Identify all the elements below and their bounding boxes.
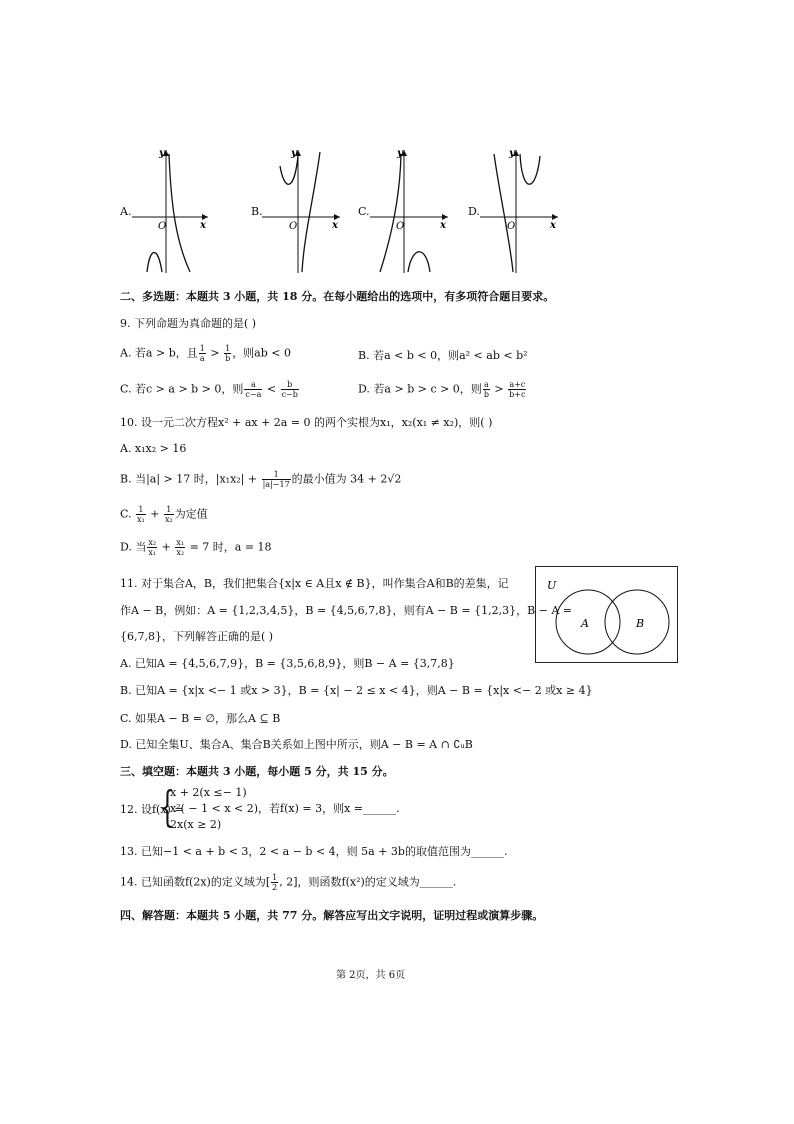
- svg-text:x: x: [332, 220, 338, 231]
- q10-d-frac2: $\frac{\text{x₁}}{\text{x₂}}$: [176, 538, 185, 557]
- svg-text:O: O: [158, 221, 167, 232]
- q10-option-a: A. x₁x₂ > 16: [120, 442, 187, 455]
- svg-text:O: O: [507, 221, 516, 232]
- q12-prefix: 12. 设f(x) =: [120, 803, 184, 816]
- venn-a-label: A: [581, 617, 589, 630]
- section3-heading: 三、填空题：本题共 3 小题，每小题 5 分，共 15 分。: [120, 765, 394, 778]
- svg-text:x: x: [440, 220, 446, 231]
- venn-u-label: U: [547, 579, 557, 592]
- q10-option-c: C. $\frac{1}{\text{x₁}}$ + $\frac{1}{\text{x₂}}$ 为定值: [120, 505, 208, 524]
- svg-text:y: y: [159, 148, 165, 159]
- venn-b-label: B: [636, 617, 645, 630]
- q10-d-frac1: $\frac{\text{x₂}}{\text{x₁}}$: [148, 538, 157, 557]
- q13-text: 13. 已知−1 < a + b < 3，2 < a − b < 4，则 5a + 3b的取值范围为______.: [120, 845, 508, 858]
- q11-option-c: C. 如果A − B = ∅，那么A ⊆ B: [120, 712, 281, 725]
- q9-d-frac2: $\frac{a+c}{b+c}$: [509, 380, 526, 399]
- svg-text:x: x: [550, 220, 556, 231]
- option-b-label: B.: [251, 205, 263, 218]
- page-footer: 第 2页，共 6页: [336, 970, 406, 981]
- q10-option-d: D. 当 $\frac{\text{x₂}}{\text{x₁}}$ + $\frac{\text{x₁}}{\text{x₂}}$ = 7 时，a = 18: [120, 538, 272, 557]
- svg-text:y: y: [397, 148, 403, 159]
- q10-b-frac: $\frac{1}{|a|-17}$: [262, 470, 290, 489]
- q12-case2: x²( − 1 < x < 2)，若f(x) = 3，则x =______.: [170, 802, 400, 815]
- q10-option-b: B. 当|a| > 17 时，|x₁x₂| + $\frac{1}{|a|-17}$ 的最小值为 34 + 2√2: [120, 470, 402, 489]
- q9-option-b: B. 若a < b < 0，则a² < ab < b²: [358, 349, 528, 362]
- svg-text:x: x: [200, 220, 206, 231]
- q12-brace: {: [160, 782, 175, 831]
- q11-option-a: A. 已知A = {4,5,6,7,9}，B = {3,5,6,8,9}，则B − A = {3,7,8}: [120, 657, 455, 670]
- q11-option-b: B. 已知A = {x|x <− 1 或x > 3}，B = {x| − 2 ≤ x < 4}，则A − B = {x|x <− 2 或x ≥ 4}: [120, 684, 593, 697]
- q9-option-d: D. 若a > b > c > 0，则 $\frac{a}{b}$ > $\frac{a+c}{b+c}$: [358, 380, 526, 399]
- option-c-label: C.: [358, 205, 370, 218]
- q12-case3: 2x(x ≥ 2): [170, 818, 222, 831]
- q10-c-frac1: $\frac{1}{\text{x₁}}$: [137, 505, 145, 524]
- q11-line2: 作A − B，例如：A = {1,2,3,4,5}，B = {4,5,6,7,8}，则有A − B = {1,2,3}，B − A =: [120, 604, 573, 617]
- svg-text:y: y: [291, 148, 297, 159]
- q9-c-frac2: $\frac{b}{c-b}$: [281, 380, 298, 399]
- q9-option-c: C. 若c > a > b > 0，则 $\frac{a}{c-a}$ < $\frac{b}{c-b}$: [120, 380, 298, 399]
- q14-frac: $\frac{1}{2}$: [272, 873, 278, 892]
- q9-d-frac1: $\frac{a}{b}$: [483, 380, 489, 399]
- q10-stem: 10. 设一元二次方程x² + ax + 2a = 0 的两个实根为x₁，x₂(x₁ ≠ x₂)，则( ): [120, 416, 493, 429]
- graph-c: [370, 146, 452, 274]
- q11-option-d: D. 已知全集U、集合A、集合B关系如上图中所示，则A − B = A ∩ ∁ᵤB: [120, 738, 473, 751]
- svg-text:O: O: [289, 221, 298, 232]
- graph-b: [262, 146, 344, 274]
- section2-heading: 二、多选题：本题共 3 小题，共 18 分。在每小题给出的选项中，有多项符合题目要求。: [120, 290, 555, 303]
- q9-option-a: A. 若a > b，且 $\frac{1}{a}$ > $\frac{1}{b}$ ，则ab < 0: [120, 344, 291, 363]
- q9-c-frac1: $\frac{a}{c-a}$: [245, 380, 262, 399]
- q9-a-frac2: $\frac{1}{b}$: [225, 344, 231, 363]
- graph-a: [132, 146, 212, 274]
- q14-text: 14. 已知函数f(2x)的定义域为[ $\frac{1}{2}$ , 2]，则函数f(x²)的定义域为______.: [120, 873, 457, 892]
- graph-d: [480, 146, 562, 274]
- venn-diagram: [535, 566, 678, 663]
- q11-line3: {6,7,8}，下列解答正确的是( ): [120, 630, 274, 643]
- q12-case1: x + 2(x ≤− 1): [170, 786, 247, 799]
- option-d-label: D.: [468, 205, 480, 218]
- q12-cases: [170, 785, 400, 833]
- svg-text:O: O: [396, 221, 405, 232]
- section4-heading: 四、解答题：本题共 5 小题，共 77 分。解答应写出文字说明，证明过程或演算步骤。: [120, 909, 544, 922]
- q9-a-frac1: $\frac{1}{a}$: [199, 344, 205, 363]
- q10-c-frac2: $\frac{1}{\text{x₂}}$: [164, 505, 173, 524]
- option-a-label: A.: [120, 205, 132, 218]
- q11-line1: 11. 对于集合A，B，我们把集合{x|x ∈ A且x ∉ B}，叫作集合A和B的差集，记: [120, 577, 509, 590]
- svg-text:y: y: [509, 148, 515, 159]
- q9-stem: 9. 下列命题为真命题的是( ): [120, 317, 257, 330]
